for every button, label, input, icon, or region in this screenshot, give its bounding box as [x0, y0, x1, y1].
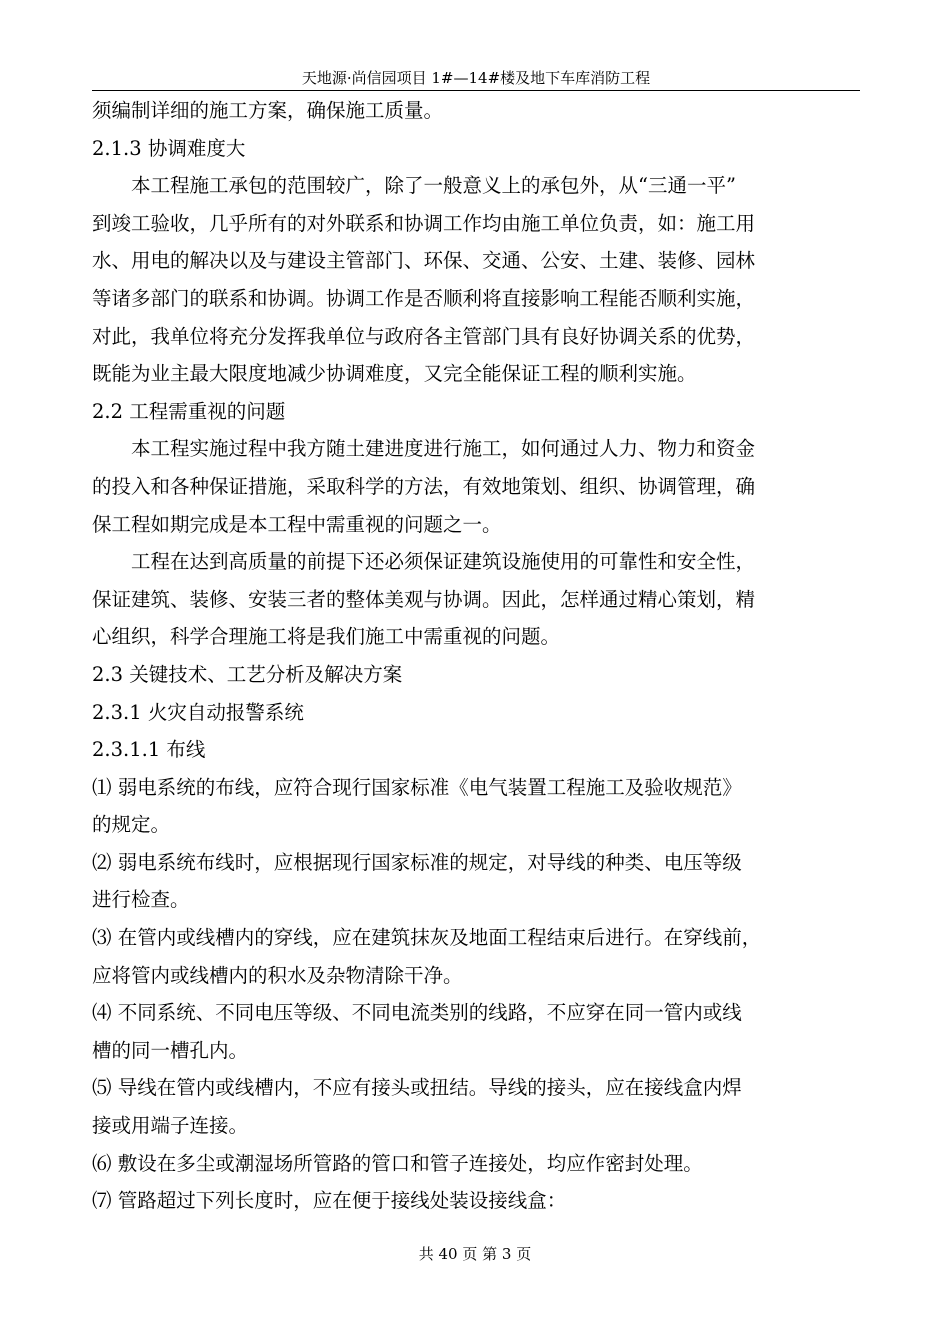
text-line: 2.3.1 火灾自动报警系统	[92, 700, 304, 724]
text-line: 槽的同一槽孔内。	[92, 1038, 249, 1062]
text-line: 2.3.1.1 布线	[92, 738, 206, 762]
document-body	[92, 92, 872, 1220]
text-line: 既能为业主最大限度地减少协调难度，又完全能保证工程的顺利实施。	[92, 362, 697, 386]
text-line: 2.1.3 协调难度大	[92, 136, 246, 160]
text-line: 的规定。	[92, 813, 171, 837]
text-line: 本工程实施过程中我方随土建进度进行施工，如何通过人力、物力和资金	[131, 437, 756, 461]
text-line: 应将管内或线槽内的积水及杂物清除干净。	[92, 963, 463, 987]
text-line: 保证建筑、装修、安装三者的整体美观与协调。因此，怎样通过精心策划，精	[92, 587, 756, 611]
text-line: 进行检查。	[92, 888, 190, 912]
text-line: ⑷ 不同系统、不同电压等级、不同电流类别的线路，不应穿在同一管内或线	[92, 1001, 742, 1025]
text-line: 的投入和各种保证措施，采取科学的方法，有效地策划、组织、协调管理，确	[92, 474, 756, 498]
page-footer: 共 40 页 第 3 页	[418, 1245, 532, 1263]
text-line: 2.2 工程需重视的问题	[92, 399, 286, 423]
page-header: 天地源·尚信园项目 1#—14#楼及地下车库消防工程	[92, 66, 860, 91]
text-line: 本工程施工承包的范围较广，除了一般意义上的承包外，从“三通一平”	[131, 174, 736, 198]
text-line: 工程在达到高质量的前提下还必须保证建筑设施使用的可靠性和安全性，	[131, 550, 756, 574]
text-line: ⑸ 导线在管内或线槽内，不应有接头或扭结。导线的接头，应在接线盒内焊	[92, 1076, 742, 1100]
text-line: ⑵ 弱电系统布线时，应根据现行国家标准的规定，对导线的种类、电压等级	[92, 850, 742, 874]
text-line: 水、用电的解决以及与建设主管部门、环保、交通、公安、土建、装修、园林	[92, 249, 756, 273]
text-line: 保工程如期完成是本工程中需重视的问题之一。	[92, 512, 502, 536]
text-line: 2.3 关键技术、工艺分析及解决方案	[92, 662, 403, 686]
text-line: 到竣工验收，几乎所有的对外联系和协调工作均由施工单位负责，如：施工用	[92, 211, 756, 235]
text-line: 须编制详细的施工方案，确保施工质量。	[92, 99, 444, 122]
text-line: ⑺ 管路超过下列长度时，应在便于接线处装设接线盒：	[92, 1189, 567, 1213]
text-line: 对此，我单位将充分发挥我单位与政府各主管部门具有良好协调关系的优势，	[92, 324, 756, 348]
text-line: ⑴ 弱电系统的布线，应符合现行国家标准《电气装置工程施工及验收规范》	[92, 775, 742, 799]
text-line: 心组织，科学合理施工将是我们施工中需重视的问题。	[92, 625, 561, 649]
text-line: ⑹ 敷设在多尘或潮湿场所管路的管口和管子连接处，均应作密封处理。	[92, 1151, 703, 1175]
text-line: ⑶ 在管内或线槽内的穿线，应在建筑抹灰及地面工程结束后进行。在穿线前，	[92, 926, 762, 950]
text-line: 等诸多部门的联系和协调。协调工作是否顺利将直接影响工程能否顺利实施，	[92, 286, 756, 310]
text-line: 接或用端子连接。	[92, 1114, 249, 1138]
